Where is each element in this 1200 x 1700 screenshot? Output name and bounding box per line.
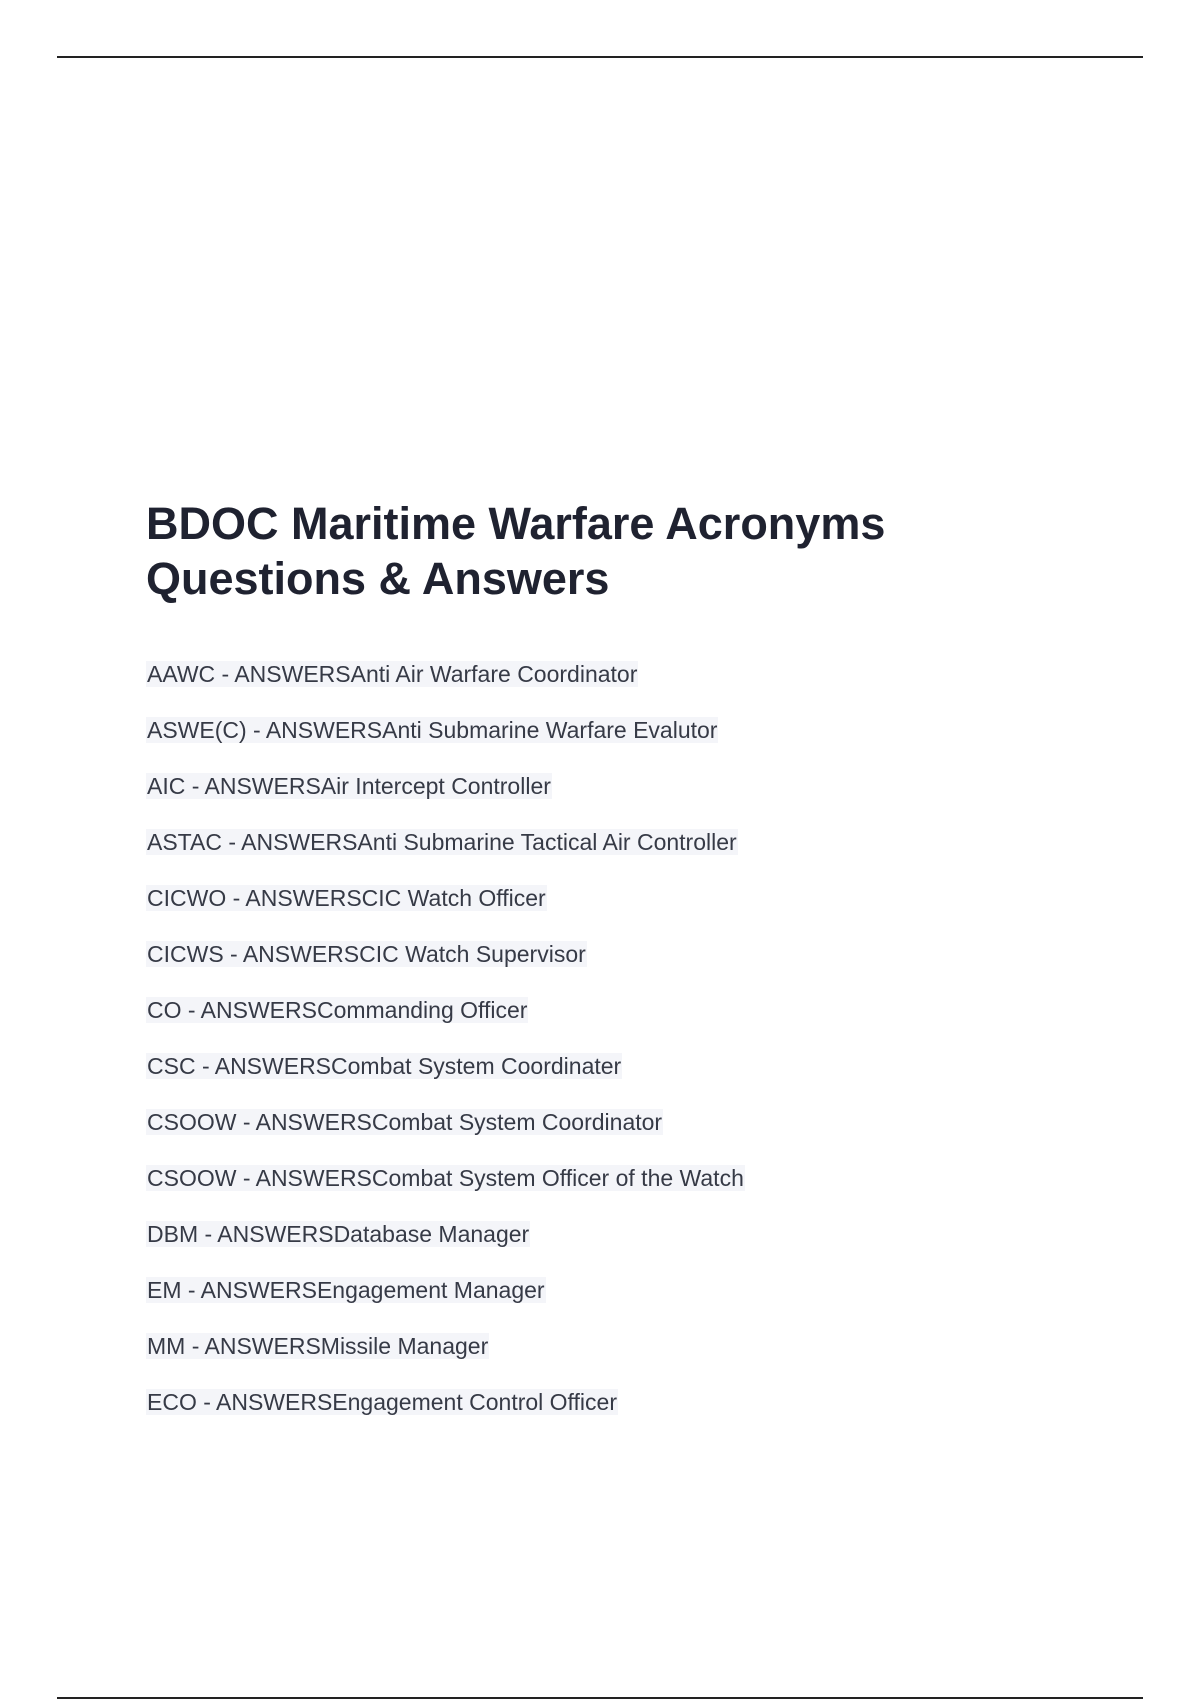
list-item [146,883,1126,939]
list-item [146,1163,1126,1219]
list-item-text: ASTAC - ANSWERSAnti Submarine Tactical Air Controller [147,829,737,855]
list-item-text: CICWO - ANSWERSCIC Watch Officer [147,885,546,911]
list-item-text: ASWE(C) - ANSWERSAnti Submarine Warfare Evalutor [147,717,718,743]
document-body [146,496,1126,1443]
document-title [146,496,1126,606]
list-item [146,715,1126,771]
list-item [146,1219,1126,1275]
list-item-text: AAWC - ANSWERSAnti Air Warfare Coordinator [147,661,638,687]
list-item [146,995,1126,1051]
title-line-1: BDOC Maritime Warfare Acronyms [146,498,886,549]
list-item-text: CICWS - ANSWERSCIC Watch Supervisor [147,941,586,967]
acronym-list [146,659,1126,1443]
list-item-text: MM - ANSWERSMissile Manager [147,1333,489,1359]
list-item [146,1387,1126,1443]
list-item-text: CSOOW - ANSWERSCombat System Coordinator [147,1109,663,1135]
list-item [146,1275,1126,1331]
list-item [146,827,1126,883]
list-item-text: CO - ANSWERSCommanding Officer [147,997,528,1023]
list-item-text: CSOOW - ANSWERSCombat System Officer of the Watch [147,1165,744,1191]
list-item [146,1331,1126,1387]
list-item [146,771,1126,827]
list-item-text: DBM - ANSWERSDatabase Manager [147,1221,530,1247]
list-item-text: CSC - ANSWERSCombat System Coordinater [147,1053,622,1079]
list-item-text: EM - ANSWERSEngagement Manager [147,1277,545,1303]
list-item [146,939,1126,995]
bottom-rule [57,1697,1143,1699]
list-item-text: AIC - ANSWERSAir Intercept Controller [147,773,551,799]
list-item-text: ECO - ANSWERSEngagement Control Officer [147,1389,617,1415]
top-rule [57,56,1143,58]
list-item [146,659,1126,715]
list-item [146,1107,1126,1163]
title-line-2: Questions & Answers [146,553,610,604]
list-item [146,1051,1126,1107]
